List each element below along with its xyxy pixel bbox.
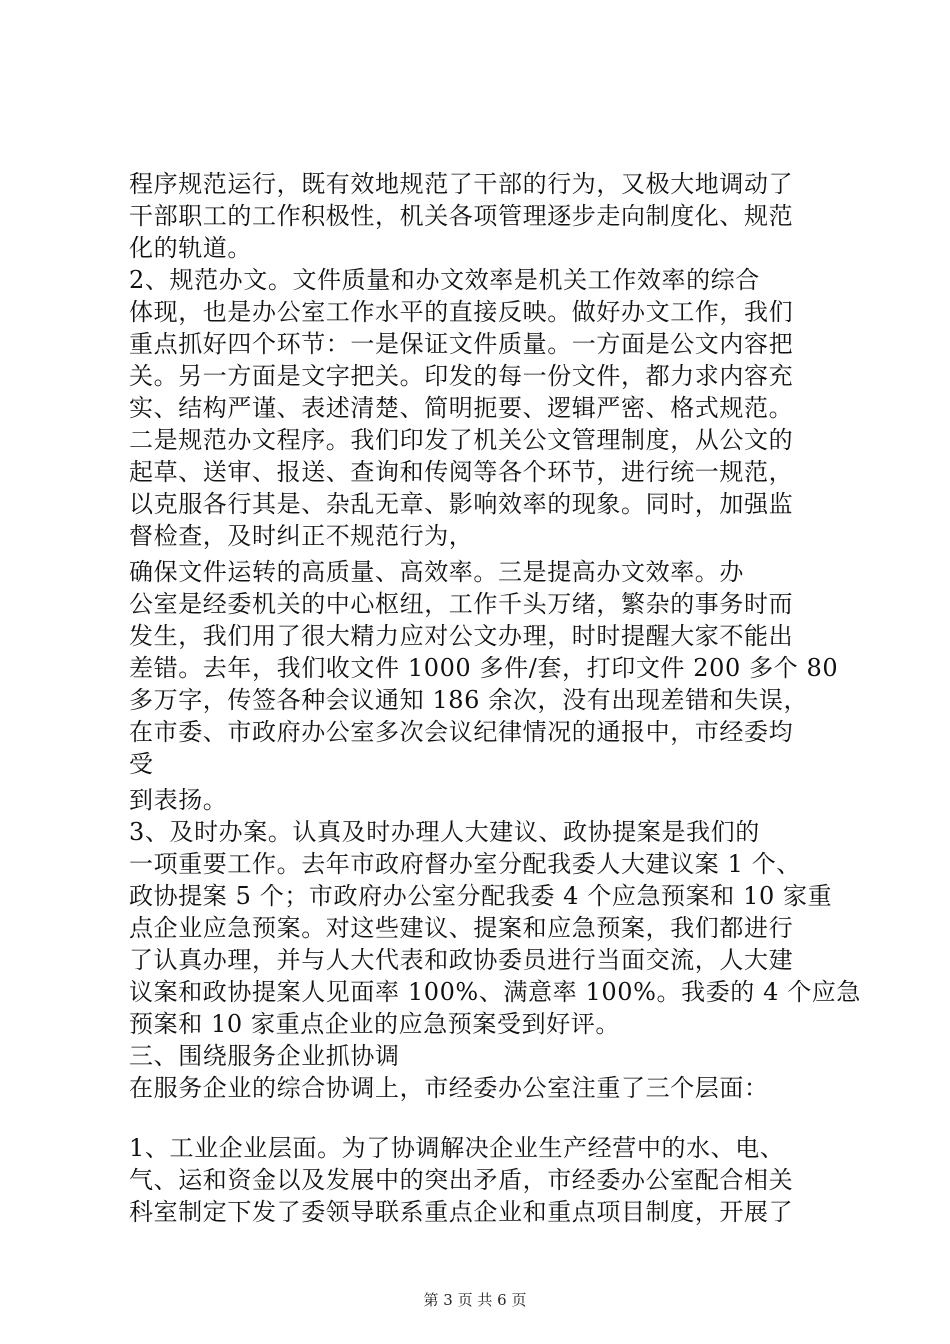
text-line: 发生，我们用了很大精力应对公文办理，时时提醒大家不能出 <box>129 622 794 650</box>
text-line: 一项重要工作。去年市政府督办室分配我委人大建议案 1 个、 <box>129 850 801 878</box>
text-line: 以克服各行其是、杂乱无章、影响效率的现象。同时，加强监 <box>129 490 794 518</box>
text-line: 1、工业企业层面。为了协调解决企业生产经营中的水、电、 <box>129 1134 785 1162</box>
text-line: 预案和 10 家重点企业的应急预案受到好评。 <box>129 1010 620 1038</box>
text-line: 科室制定下发了委领导联系重点企业和重点项目制度，开展了 <box>129 1198 794 1226</box>
text-line: 程序规范运行，既有效地规范了干部的行为，又极大地调动了 <box>129 170 794 198</box>
text-line: 了认真办理，并与人大代表和政协委员进行当面交流，人大建 <box>129 946 794 974</box>
text-line: 气、运和资金以及发展中的突出矛盾，市经委办公室配合相关 <box>129 1166 794 1194</box>
text-line: 3、及时办案。认真及时办理人大建议、政协提案是我们的 <box>129 818 760 846</box>
text-line: 体现，也是办公室工作水平的直接反映。做好办文工作，我们 <box>129 298 794 326</box>
text-line: 2、规范办文。文件质量和办文效率是机关工作效率的综合 <box>129 266 760 294</box>
text-line: 起草、送审、报送、查询和传阅等各个环节，进行统一规范， <box>129 458 794 486</box>
text-line: 化的轨道。 <box>129 234 252 262</box>
text-line: 实、结构严谨、表述清楚、简明扼要、逻辑严密、格式规范。 <box>129 394 794 422</box>
text-line: 重点抓好四个环节：一是保证文件质量。一方面是公文内容把 <box>129 330 794 358</box>
document-body <box>129 168 862 1228</box>
text-line: 在服务企业的综合协调上，市经委办公室注重了三个层面： <box>129 1074 769 1102</box>
text-line: 点企业应急预案。对这些建议、提案和应急预案，我们都进行 <box>129 914 794 942</box>
page-number-footer: 第 3 页 共 6 页 <box>423 1291 527 1309</box>
text-line: 在市委、市政府办公室多次会议纪律情况的通报中，市经委均 <box>129 718 794 746</box>
text-line: 关。另一方面是文字把关。印发的每一份文件，都力求内容充 <box>129 362 794 390</box>
text-line: 议案和政协提案人见面率 100%、满意率 100%。我委的 4 个应急 <box>129 978 862 1006</box>
text-line: 多万字，传签各种会议通知 186 余次，没有出现差错和失误， <box>129 686 809 714</box>
text-line: 确保文件运转的高质量、高效率。三是提高办文效率。办 <box>129 558 744 586</box>
text-line: 督检查，及时纠正不规范行为， <box>129 522 474 550</box>
text-line: 政协提案 5 个；市政府办公室分配我委 4 个应急预案和 10 家重 <box>129 882 833 910</box>
text-line: 二是规范办文程序。我们印发了机关公文管理制度，从公文的 <box>129 426 794 454</box>
text-line: 公室是经委机关的中心枢纽，工作千头万绪，繁杂的事务时而 <box>129 590 794 618</box>
text-line: 干部职工的工作积极性，机关各项管理逐步走向制度化、规范 <box>129 202 794 230</box>
text-line: 差错。去年，我们收文件 1000 多件/套，打印文件 200 多个 80 <box>129 654 839 682</box>
section-heading: 三、围绕服务企业抓协调 <box>129 1042 400 1070</box>
text-line: 到表扬。 <box>129 786 228 814</box>
text-line: 受 <box>129 750 154 778</box>
